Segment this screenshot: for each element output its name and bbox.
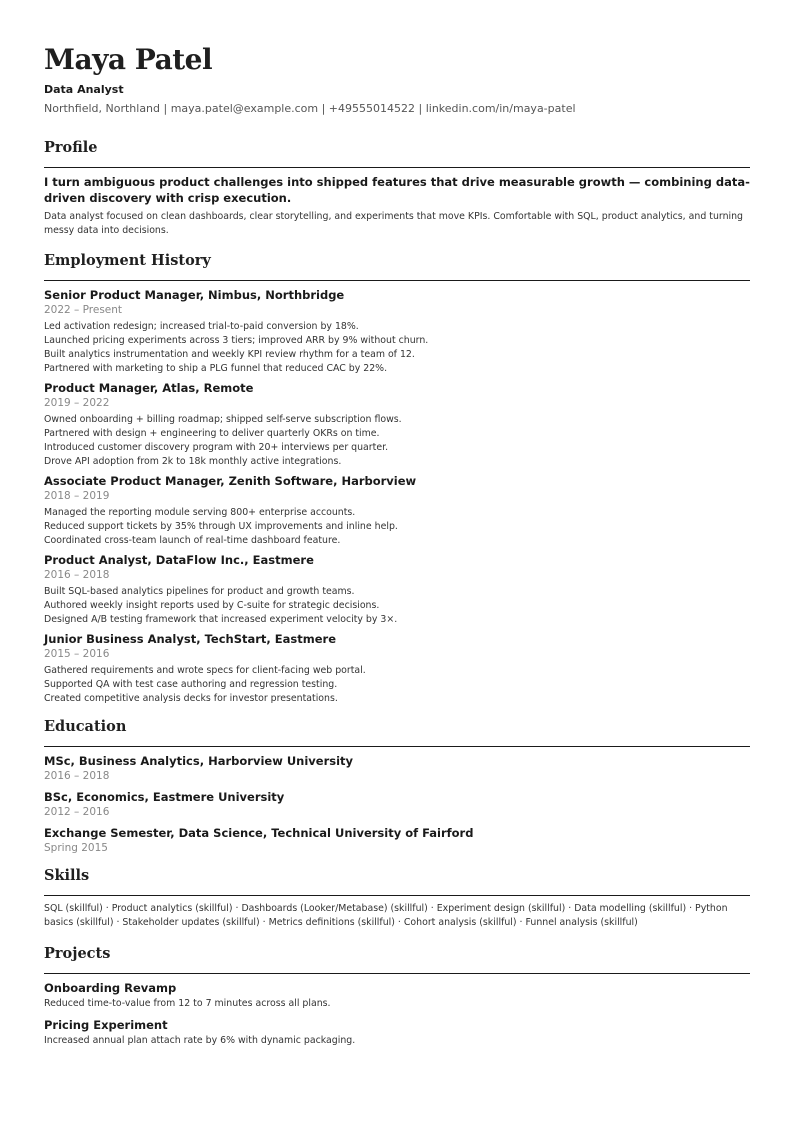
- job-bullet: Coordinated cross-team launch of real-time dashboard feature.: [44, 535, 341, 546]
- skills-heading: Skills: [44, 867, 90, 884]
- education-entry: [44, 825, 750, 856]
- job-bullets: [44, 585, 750, 627]
- section-divider: [44, 280, 750, 281]
- job-bullet: Gathered requirements and wrote specs for client-facing web portal.: [44, 665, 366, 676]
- contact-line: Northfield, Northland | maya.patel@example.com | +49555014522 | linkedin.com/in/maya-patel: [44, 102, 576, 115]
- skills-list: SQL (skillful) · Product analytics (skillful) · Dashboards (Looker/Metabase) (skillful) · Experiment design (skillful) · Data modelling (skillful) · Python basics (skillful) · Stakeholder updates (skillful) · Metrics definitions (skillful) · Cohort analysis (skillful) · Funnel analysis (skillful): [44, 903, 728, 928]
- profile-summary: Data analyst focused on clean dashboards, clear storytelling, and experiments that move KPIs. Comfortable with SQL, product analytics, and turning messy data into decisions.: [44, 211, 744, 236]
- job-bullets: [44, 413, 750, 469]
- job-bullets: [44, 320, 750, 376]
- section-divider: [44, 167, 750, 168]
- job-bullet: Owned onboarding + billing roadmap; shipped self-serve subscription flows.: [44, 414, 402, 425]
- degree-dates: 2016 – 2018: [44, 770, 110, 782]
- job-entry: [44, 552, 750, 627]
- profile-heading: Profile: [44, 139, 98, 156]
- job-entry: [44, 287, 750, 376]
- job-bullet: Built analytics instrumentation and weekly KPI review rhythm for a team of 12.: [44, 349, 415, 360]
- job-bullets: [44, 664, 750, 706]
- education-section: [44, 717, 750, 856]
- employment-heading: Employment History: [44, 252, 211, 269]
- degree-dates: Spring 2015: [44, 842, 108, 854]
- job-bullet: Created competitive analysis decks for investor presentations.: [44, 693, 338, 704]
- education-heading: Education: [44, 718, 127, 735]
- job-bullet: Partnered with design + engineering to deliver quarterly OKRs on time.: [44, 428, 380, 439]
- degree-title: BSc, Economics, Eastmere University: [44, 790, 285, 804]
- education-entry: [44, 789, 750, 820]
- job-bullet: Designed A/B testing framework that increased experiment velocity by 3×.: [44, 614, 398, 625]
- job-bullet: Drove API adoption from 2k to 18k monthly active integrations.: [44, 456, 342, 467]
- education-entry: [44, 753, 750, 784]
- degree-title: Exchange Semester, Data Science, Technical University of Fairford: [44, 826, 474, 840]
- profile-section: [44, 138, 750, 238]
- job-bullet: Partnered with marketing to ship a PLG funnel that reduced CAC by 22%.: [44, 363, 388, 374]
- job-dates: 2016 – 2018: [44, 569, 110, 581]
- degree-dates: 2012 – 2016: [44, 806, 110, 818]
- job-bullet: Introduced customer discovery program with 20+ interviews per quarter.: [44, 442, 389, 453]
- job-bullet: Supported QA with test case authoring and regression testing.: [44, 679, 338, 690]
- job-title: Senior Product Manager, Nimbus, Northbridge: [44, 288, 345, 302]
- project-title: Onboarding Revamp: [44, 981, 177, 995]
- job-bullet: Reduced support tickets by 35% through UX improvements and inline help.: [44, 521, 398, 532]
- job-title: Product Manager, Atlas, Remote: [44, 381, 254, 395]
- project-entry: [44, 980, 750, 1011]
- candidate-title: Data Analyst: [44, 83, 124, 96]
- section-divider: [44, 973, 750, 974]
- degree-title: MSc, Business Analytics, Harborview University: [44, 754, 354, 768]
- section-divider: [44, 895, 750, 896]
- job-entry: [44, 473, 750, 548]
- job-bullet: Managed the reporting module serving 800+ enterprise accounts.: [44, 507, 356, 518]
- job-dates: 2015 – 2016: [44, 648, 110, 660]
- project-description: Reduced time-to-value from 12 to 7 minutes across all plans.: [44, 998, 331, 1009]
- job-dates: 2018 – 2019: [44, 490, 110, 502]
- job-bullets: [44, 506, 750, 548]
- job-title: Associate Product Manager, Zenith Software, Harborview: [44, 474, 417, 488]
- project-entry: [44, 1017, 750, 1048]
- job-bullet: Authored weekly insight reports used by C-suite for strategic decisions.: [44, 600, 380, 611]
- employment-section: [44, 251, 750, 706]
- job-dates: 2022 – Present: [44, 304, 123, 316]
- projects-section: [44, 944, 750, 1048]
- skills-section: [44, 866, 750, 930]
- project-description: Increased annual plan attach rate by 6% with dynamic packaging.: [44, 1035, 356, 1046]
- job-title: Junior Business Analyst, TechStart, Eastmere: [44, 632, 337, 646]
- candidate-name: Maya Patel: [44, 43, 213, 76]
- job-dates: 2019 – 2022: [44, 397, 110, 409]
- section-divider: [44, 746, 750, 747]
- job-bullet: Launched pricing experiments across 3 tiers; improved ARR by 9% without churn.: [44, 335, 429, 346]
- projects-heading: Projects: [44, 945, 111, 962]
- job-entry: [44, 631, 750, 706]
- job-bullet: Led activation redesign; increased trial-to-paid conversion by 18%.: [44, 321, 359, 332]
- resume-header: [44, 42, 750, 117]
- job-entry: [44, 380, 750, 469]
- project-title: Pricing Experiment: [44, 1018, 168, 1032]
- profile-headline: I turn ambiguous product challenges into shipped features that drive measurable growth — combining data-driven discovery with crisp execution.: [44, 175, 750, 205]
- job-title: Product Analyst, DataFlow Inc., Eastmere: [44, 553, 314, 567]
- job-bullet: Built SQL-based analytics pipelines for product and growth teams.: [44, 586, 355, 597]
